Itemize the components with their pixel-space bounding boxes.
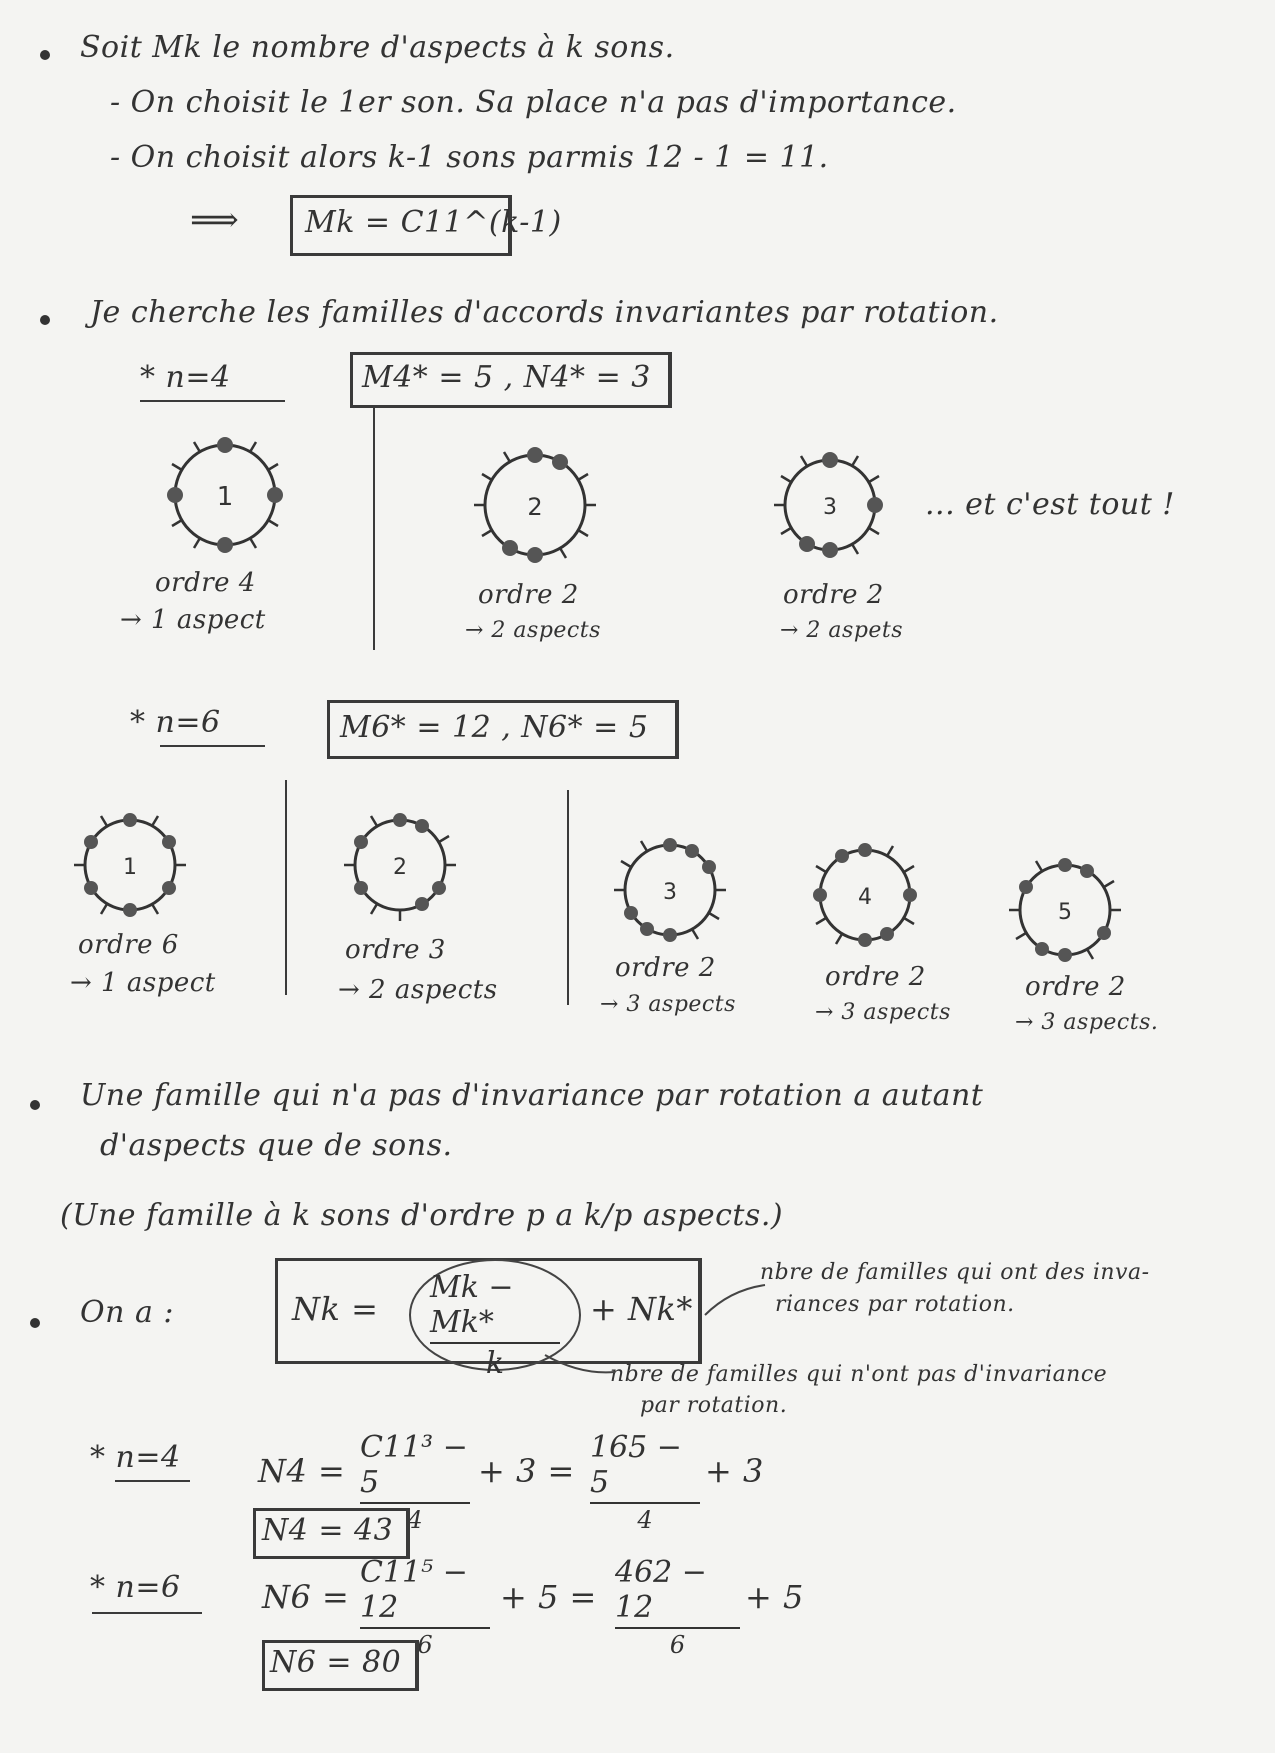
- bullet: [40, 315, 50, 325]
- section1-line2: - On choisit le 1er son. Sa place n'a pas d'importance.: [110, 85, 957, 120]
- svg-text:3: 3: [663, 880, 677, 905]
- fraction-bar: [360, 1627, 490, 1629]
- nk-numerator: Mk − Mk*: [430, 1270, 514, 1340]
- n6-divider-1: [285, 780, 287, 995]
- calc-n4-label: * n=4: [90, 1440, 181, 1475]
- calc-n6-den1: 6: [417, 1631, 433, 1659]
- bullet: [30, 1318, 40, 1328]
- n4-diagram-1: [155, 425, 295, 565]
- svg-text:1: 1: [216, 482, 234, 512]
- nk-lhs: Nk =: [292, 1290, 379, 1328]
- note-top: nbre de familles qui ont des inva-: [760, 1260, 1150, 1285]
- n6-d3-ordre: ordre 2: [615, 953, 716, 983]
- n6-divider-2: [567, 790, 569, 1005]
- fraction-bar: [590, 1502, 700, 1504]
- n4-diagram-2: [465, 435, 605, 575]
- n4-d1-ordre: ordre 4: [155, 568, 256, 598]
- calc-n6-num1: C11⁵ − 12: [360, 1555, 468, 1625]
- fraction-bar: [615, 1627, 740, 1629]
- n4-label: * n=4: [140, 360, 231, 395]
- n4-d2-aspects: → 2 aspects: [465, 618, 601, 643]
- calc-n6-underline: [92, 1612, 202, 1614]
- calc-n4-frac2: [590, 1430, 700, 1534]
- calc-n4-result: N4 = 43: [262, 1513, 394, 1548]
- calc-n6-plus1: + 5 =: [500, 1578, 597, 1616]
- fraction-bar: [360, 1502, 470, 1504]
- calc-n4-underline: [115, 1480, 190, 1482]
- svg-text:2: 2: [527, 493, 543, 521]
- calc-n4-plus1: + 3 =: [478, 1452, 575, 1490]
- n6-d5-ordre: ordre 2: [1025, 972, 1126, 1002]
- note-top-pointer: [700, 1280, 770, 1320]
- svg-text:2: 2: [393, 855, 407, 880]
- fraction-bar: [430, 1342, 560, 1344]
- n4-tail: ... et c'est tout !: [925, 487, 1175, 522]
- note-bottom: nbre de familles qui n'ont pas d'invariance: [610, 1362, 1108, 1387]
- n4-d3-aspects: → 2 aspets: [780, 618, 904, 643]
- svg-text:4: 4: [858, 885, 872, 910]
- section3-line2: d'aspects que de sons.: [100, 1128, 453, 1163]
- n4-divider: [373, 405, 375, 650]
- section1-line3: - On choisit alors k-1 sons parmis 12 - 1 = 11.: [110, 140, 829, 175]
- n6-d2-ordre: ordre 3: [345, 935, 446, 965]
- calc-n6-plus2: + 5: [745, 1578, 804, 1616]
- n4-diagram-3: [765, 440, 895, 570]
- n4-underline: [140, 400, 285, 402]
- n6-d4-ordre: ordre 2: [825, 962, 926, 992]
- n6-d5-aspects: → 3 aspects.: [1015, 1010, 1159, 1035]
- n4-box-text: M4* = 5 , N4* = 3: [362, 360, 651, 395]
- note-top2: riances par rotation.: [775, 1292, 1015, 1317]
- svg-text:5: 5: [1058, 900, 1072, 925]
- n6-d3-aspects: → 3 aspects: [600, 992, 736, 1017]
- n6-d1-aspects: → 1 aspect: [70, 968, 216, 998]
- formula-mk: Mk = C11^(k-1): [305, 205, 562, 240]
- n6-d4-aspects: → 3 aspects: [815, 1000, 951, 1025]
- section4-lead: On a :: [80, 1295, 174, 1330]
- n6-label: * n=6: [130, 705, 221, 740]
- note-bottom-pointer: [540, 1350, 620, 1380]
- section1-line1: Soit Mk le nombre d'aspects à k sons.: [80, 30, 675, 65]
- section3-line1: Une famille qui n'a pas d'invariance par rotation a autant: [80, 1078, 984, 1113]
- n6-underline: [160, 745, 265, 747]
- calc-n4-den1: 4: [407, 1506, 423, 1534]
- calc-n6-frac2: [615, 1555, 740, 1659]
- svg-text:1: 1: [123, 855, 137, 880]
- n6-diagram-2: [335, 800, 465, 930]
- bullet: [30, 1100, 40, 1110]
- n6-d2-aspects: → 2 aspects: [338, 975, 498, 1005]
- n6-diagram-3: [605, 825, 735, 955]
- implies-arrow: ⟹: [190, 200, 240, 240]
- section3-paren: (Une famille à k sons d'ordre p a k/p aspects.): [60, 1198, 784, 1233]
- n4-d1-aspects: → 1 aspect: [120, 605, 266, 635]
- n6-diagram-1: [65, 800, 195, 930]
- calc-n4-num1: C11³ − 5: [360, 1430, 468, 1500]
- calc-n4-lhs: N4 =: [258, 1452, 346, 1490]
- nk-denominator: k: [485, 1346, 505, 1381]
- svg-text:3: 3: [823, 495, 837, 520]
- note-bottom2: par rotation.: [640, 1393, 788, 1418]
- n4-d2-ordre: ordre 2: [478, 580, 579, 610]
- calc-n4-den2: 4: [637, 1506, 653, 1534]
- calc-n6-lhs: N6 =: [262, 1578, 350, 1616]
- nk-plus: + Nk*: [590, 1290, 693, 1328]
- calc-n6-num2: 462 − 12: [615, 1555, 707, 1625]
- calc-n6-label: * n=6: [90, 1570, 181, 1605]
- calc-n4-plus2: + 3: [705, 1452, 764, 1490]
- calc-n6-den2: 6: [669, 1631, 686, 1659]
- bullet: [40, 50, 50, 60]
- n6-diagram-4: [800, 830, 930, 960]
- n4-d3-ordre: ordre 2: [783, 580, 884, 610]
- calc-n4-num2: 165 − 5: [590, 1430, 682, 1500]
- n6-diagram-5: [1000, 845, 1130, 975]
- section2-line1: Je cherche les familles d'accords invariantes par rotation.: [90, 295, 999, 330]
- n6-d1-ordre: ordre 6: [78, 930, 179, 960]
- n6-box-text: M6* = 12 , N6* = 5: [340, 710, 649, 745]
- calc-n6-result: N6 = 80: [270, 1645, 402, 1680]
